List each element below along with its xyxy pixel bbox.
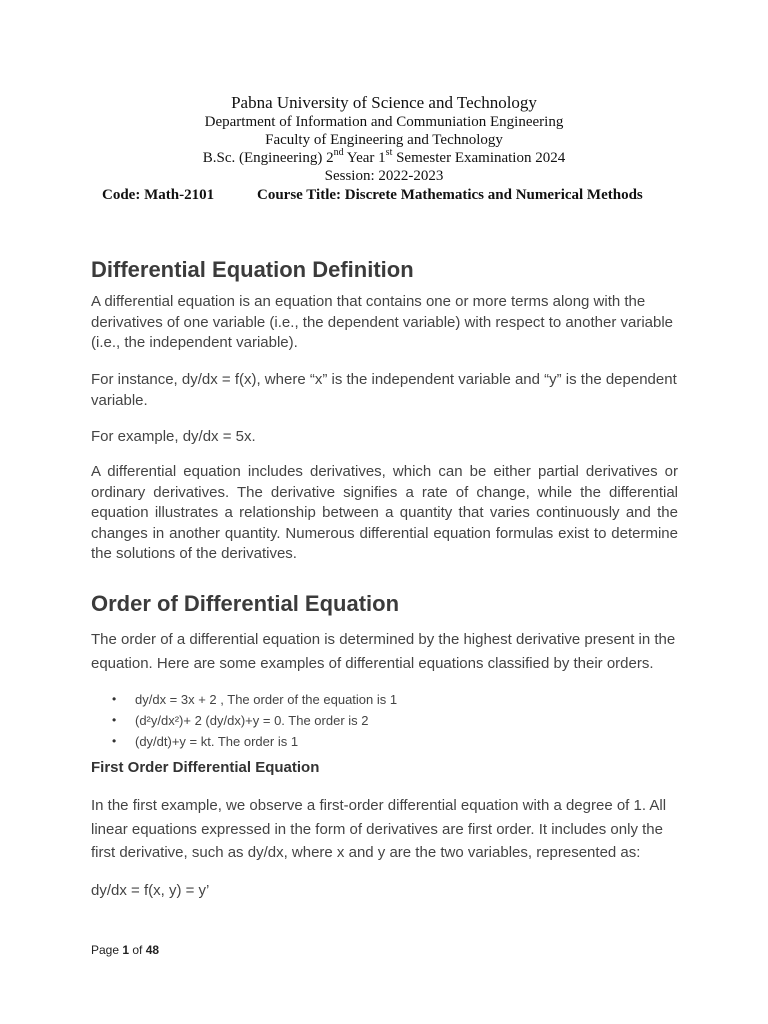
exam-line <box>0 147 768 167</box>
page-total: 48 <box>145 943 160 957</box>
derivatives-paragraph: A differential equation includes derivatives, which can be either partial derivatives or ordinary derivatives. The derivative signifies a rate of change, while the differential equation illustrates a relationship between a quantity that varies continuously and the changes in another quantity. Numerous differential equation formulas exist to determine the solutions of the derivatives. <box>91 463 678 562</box>
course-title: Course Title: Discrete Mathematics and Numerical Methods <box>257 187 643 203</box>
page-number <box>91 943 159 957</box>
page-word: Page <box>91 943 123 957</box>
faculty-name: Faculty of Engineering and Technology <box>265 132 503 148</box>
course-code: Code: Math-2101 <box>102 187 215 203</box>
order-paragraph: The order of a differential equation is determined by the highest derivative present in the equation. Here are some examples of differential equations classified by their orders. <box>91 631 676 672</box>
first-order-paragraph: In the first example, we observe a first-order differential equation with a degree of 1. All linear equations expressed in the form of derivatives are first order. It includes only the first derivative, such as dy/dx, where x and y are the two variables, represented as: <box>91 797 667 861</box>
of-word: of <box>129 943 146 957</box>
session-line: Session: 2022-2023 <box>324 168 444 184</box>
definition-paragraph: A differential equation is an equation that contains one or more terms along with the derivatives of one variable (i.e., the dependent variable) with respect to another variable (i.e., the independent variable). <box>91 293 674 351</box>
section-heading-order: Order of Differential Equation <box>91 591 400 616</box>
university-name: Pabna University of Science and Technology <box>231 93 537 112</box>
exam-mid: Year 1 <box>343 150 386 166</box>
section-heading-definition: Differential Equation Definition <box>91 257 414 282</box>
exam-ordinal-semester: st <box>385 147 393 158</box>
department-name: Department of Information and Communiation Engineering <box>204 114 564 130</box>
first-order-formula: dy/dx = f(x, y) = y’ <box>91 882 210 899</box>
list-item: • (d²y/dx²)+ 2 (dy/dx)+y = 0. The order is 2 <box>91 710 397 731</box>
page-current: 1 <box>122 943 130 957</box>
example-paragraph: For example, dy/dx = 5x. <box>91 428 256 445</box>
exam-ordinal-year: nd <box>333 147 344 158</box>
instance-paragraph: For instance, dy/dx = f(x), where “x” is the independent variable and “y” is the dependent variable. <box>91 371 677 409</box>
list-item: • dy/dx = 3x + 2 , The order of the equation is 1 <box>91 689 397 710</box>
order-examples-list <box>91 689 397 752</box>
exam-prefix: B.Sc. (Engineering) 2 <box>202 150 334 166</box>
subheading-first-order: First Order Differential Equation <box>91 759 320 776</box>
exam-suffix: Semester Examination 2024 <box>392 150 566 166</box>
list-item: • (dy/dt)+y = kt. The order is 1 <box>91 731 397 752</box>
